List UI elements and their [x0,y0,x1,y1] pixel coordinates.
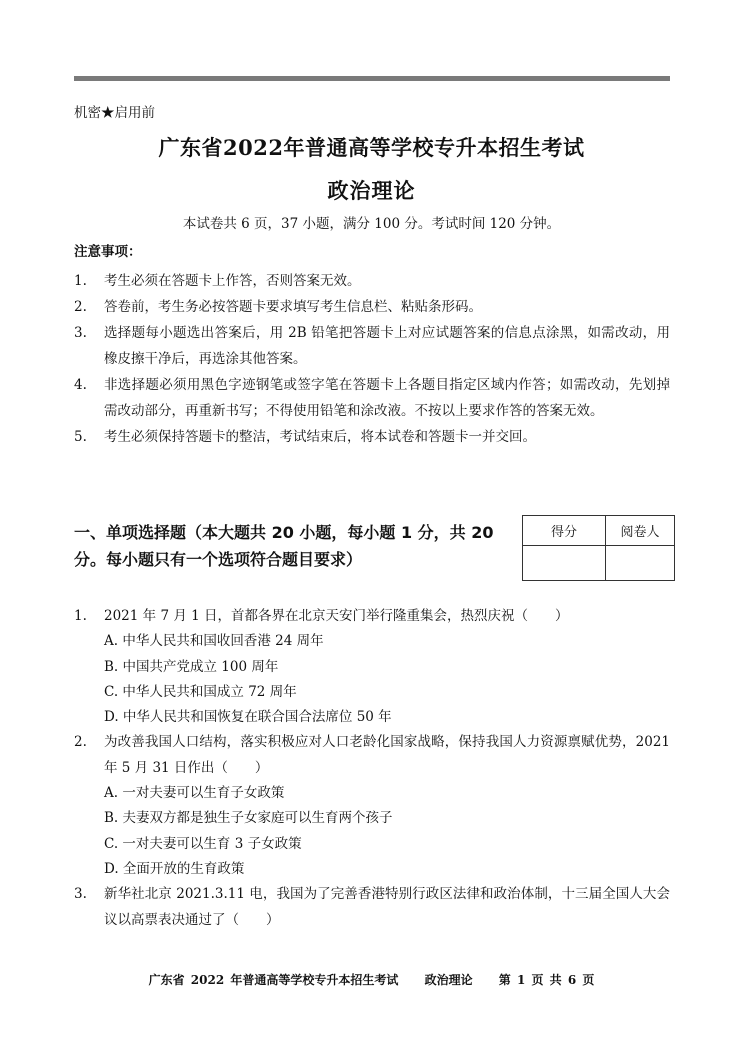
note-text: 考生必须保持答题卡的整洁，考试结束后，将本试卷和答题卡一并交回。 [104,429,536,445]
question-list [74,604,670,933]
exam-info: 本试卷共 6 页，37 小题，满分 100 分。考试时间 120 分钟。 [182,216,561,232]
note-item [74,372,670,424]
footer-exam: 广东省 2022 年普通高等学校专升本招生考试 [148,973,399,987]
score-cell[interactable] [523,546,606,581]
note-item [74,424,670,450]
page-footer [0,971,743,988]
note-text: 考生必须在答题卡上作答，否则答案无效。 [104,273,361,289]
note-text: 答卷前，考生务必按答题卡要求填写考生信息栏、粘贴条形码。 [104,299,482,315]
score-header: 得分 [523,516,606,546]
question-stem: 2021 年 7 月 1 日，首都各界在北京天安门举行隆重集会，热烈庆祝（ ） [104,608,569,624]
option: D. 全面开放的生育政策 [104,860,245,877]
question-stem: 为改善我国人口结构，落实积极应对人口老龄化国家战略，保持我国人力资源禀赋优势，2021 年 5 月 31 日作出（ ） [104,734,670,776]
note-number: 1. [74,273,87,289]
option: A. 中华人民共和国收回香港 24 周年 [104,633,324,650]
footer-subject: 政治理论 [424,973,473,987]
note-number: 5. [74,429,87,445]
question [74,882,670,933]
note-text: 选择题每小题选出答案后，用 2B 铅笔把答题卡上对应试题答案的信息点涂黑，如需改动，用橡皮擦干净后，再选涂其他答案。 [104,325,670,367]
grader-header: 阅卷人 [606,516,675,546]
question-number: 2. [74,734,87,751]
option: C. 中华人民共和国成立 72 周年 [104,683,297,700]
question [74,604,670,730]
question [74,730,670,882]
note-number: 4. [74,377,87,393]
top-rule [74,76,670,81]
grader-cell[interactable] [606,546,675,581]
score-table [522,515,675,581]
notes-title: 注意事项： [74,244,142,260]
footer-page: 第 1 页 共 6 页 [498,973,595,987]
option: A. 一对夫妻可以生育子女政策 [104,785,285,802]
note-number: 2. [74,299,87,315]
note-text: 非选择题必须用黑色字迹钢笔或签字笔在答题卡上各题目指定区域内作答；如需改动，先划掉需改动部分，再重新书写；不得使用铅笔和涂改液。不按以上要求作答的答案无效。 [104,377,670,419]
option: B. 中国共产党成立 100 周年 [104,658,279,675]
confidential-label: 机密★启用前 [74,105,155,121]
note-item [74,268,670,294]
note-item [74,320,670,372]
question-stem: 新华社北京 2021.3.11 电，我国为了完善香港特别行政区法律和政治体制，十三届全国人大会议以高票表决通过了（ ） [104,886,670,928]
section-heading: 一、单项选择题（本大题共 20 小题，每小题 1 分，共 20 分。每小题只有一个选项符合题目要求） [74,523,494,569]
question-number: 1. [74,608,87,624]
option: D. 中华人民共和国恢复在联合国合法席位 50 年 [104,709,392,726]
exam-title: 广东省2022年普通高等学校专升本招生考试 [158,135,585,160]
option: B. 夫妻双方都是独生子女家庭可以生育两个孩子 [104,810,393,827]
note-number: 3. [74,325,87,341]
notes-list [74,268,670,450]
question-number: 3. [74,886,87,903]
note-item [74,294,670,320]
subject-title: 政治理论 [327,178,416,203]
option: C. 一对夫妻可以生育 3 子女政策 [104,835,302,852]
